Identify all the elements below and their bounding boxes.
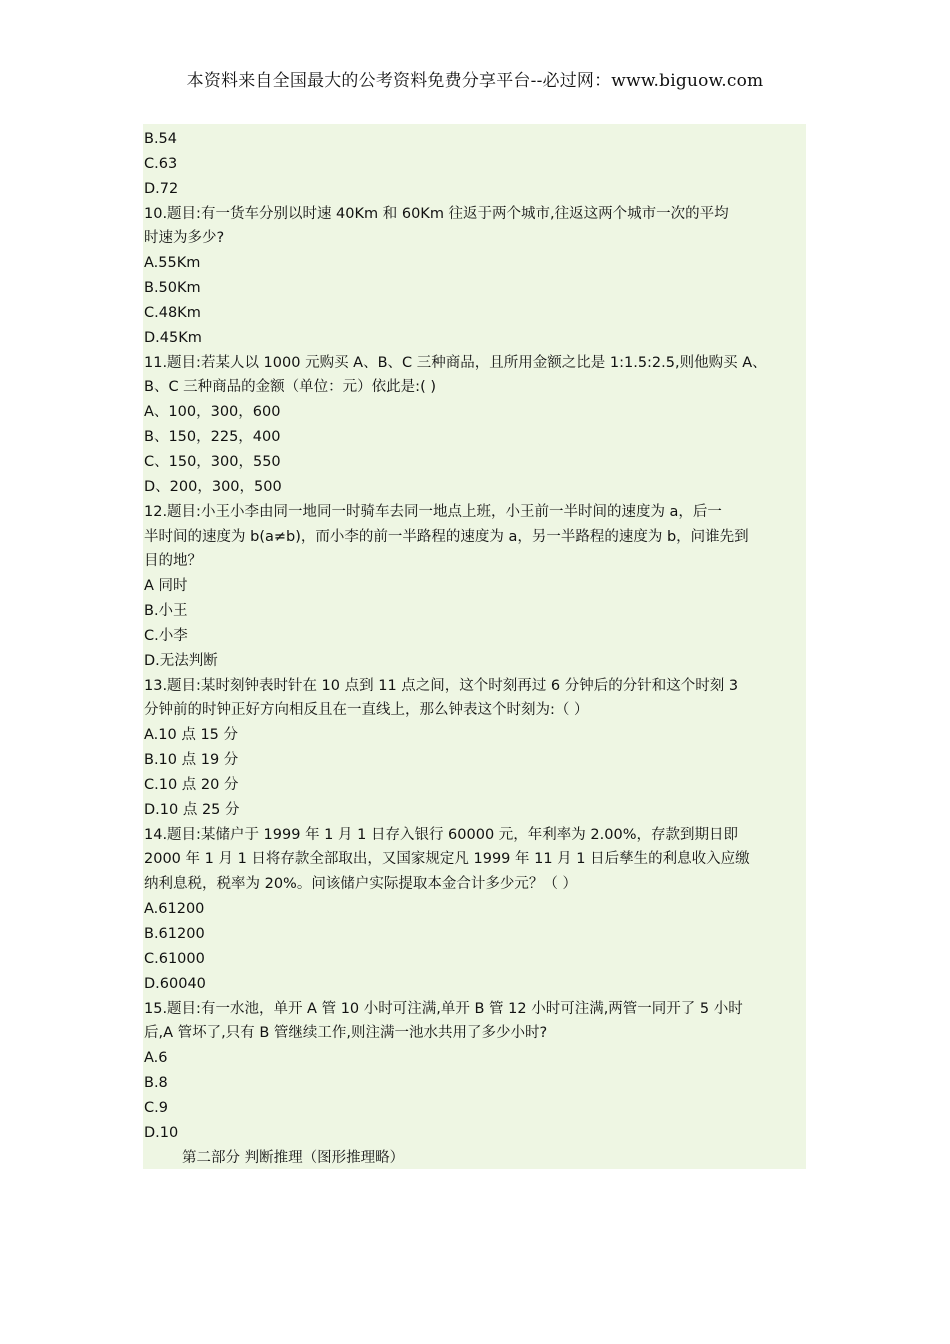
question-11-option: B、150，225，400 [144, 429, 281, 446]
question-15-text: 15.题目:有一水池，单开 A 管 10 小时可注满,单开 B 管 12 小时可注满,两管一同开了 5 小时 [144, 1000, 743, 1017]
question-15-text: 后,A 管坏了,只有 B 管继续工作,则注满一池水共用了多少小时? [144, 1025, 548, 1042]
question-14-option: A.61200 [144, 901, 205, 918]
text-line: D.72 [144, 180, 179, 197]
question-12-text: 目的地？ [144, 553, 202, 570]
question-13-text: 分钟前的时钟正好方向相反且在一直线上，那么钟表这个时刻为:（ ） [144, 702, 589, 719]
text-line: B.54 [144, 131, 178, 147]
section-heading: 第二部分 判断推理（图形推理略） [182, 1149, 405, 1166]
question-12-option: B.小王 [144, 603, 188, 620]
question-12-option: D.无法判断 [144, 652, 218, 669]
question-15-option: C.9 [144, 1099, 168, 1116]
question-11-option: A、100，300，600 [144, 404, 281, 421]
question-13-option: B.10 点 19 分 [144, 752, 239, 769]
question-10-option: C.48Km [144, 304, 201, 321]
question-10-text: 10.题目:有一货车分别以时速 40Km 和 60Km 往返于两个城市,往返这两个城市一次的平均 [144, 205, 729, 222]
question-11-option: C、150，300，550 [144, 453, 281, 470]
question-15-option: A.6 [144, 1050, 168, 1067]
question-13-option: C.10 点 20 分 [144, 776, 239, 793]
question-14-text: 14.题目:某储户于 1999 年 1 月 1 日存入银行 60000 元，年利率为 2.00%，存款到期日即 [144, 826, 738, 843]
question-14-text: 纳利息税，税率为 20%。问该储户实际提取本金合计多少元？（ ） [144, 876, 577, 893]
question-14-option: B.61200 [144, 926, 205, 942]
question-11-text: 11.题目:若某人以 1000 元购买 A、B、C 三种商品，且所用金额之比是 1:1.5:2.5,则他购买 A、 [144, 354, 767, 371]
question-15-option: D.10 [144, 1124, 179, 1141]
question-15-option: B.8 [144, 1075, 168, 1092]
question-13-option: D.10 点 25 分 [144, 801, 240, 818]
question-12-text: 12.题目:小王小李由同一地同一时骑车去同一地点上班，小王前一半时间的速度为 a，后一 [144, 503, 722, 520]
question-12-text: 半时间的速度为 b(a≠b)，而小李的前一半路程的速度为 a，另一半路程的速度为 b，问谁先到 [144, 528, 749, 545]
question-13-option: A.10 点 15 分 [144, 727, 239, 744]
text-line: C.63 [144, 155, 178, 172]
question-12-option: A 同时 [144, 578, 188, 595]
question-10-text: 时速为多少? [144, 230, 225, 247]
question-11-text: B、C 三种商品的金额（单位：元）依此是:( ) [144, 379, 436, 396]
question-10-option: B.50Km [144, 280, 201, 297]
question-14-option: D.60040 [144, 975, 206, 992]
page-header: 本资料来自全国最大的公考资料免费分享平台--必过网：www.biguow.com [186, 71, 764, 91]
question-10-option: A.55Km [144, 255, 201, 272]
question-13-text: 13.题目:某时刻钟表时针在 10 点到 11 点之间，这个时刻再过 6 分钟后的分针和这个时刻 3 [144, 677, 739, 694]
question-14-text: 2000 年 1 月 1 日将存款全部取出，又国家规定凡 1999 年 11 月 1 日后孳生的利息收入应缴 [144, 851, 750, 868]
question-10-option: D.45Km [144, 329, 202, 346]
question-14-option: C.61000 [144, 950, 205, 967]
question-11-option: D、200，300，500 [144, 478, 282, 495]
question-12-option: C.小李 [144, 627, 188, 644]
question-content-block [143, 124, 806, 1169]
